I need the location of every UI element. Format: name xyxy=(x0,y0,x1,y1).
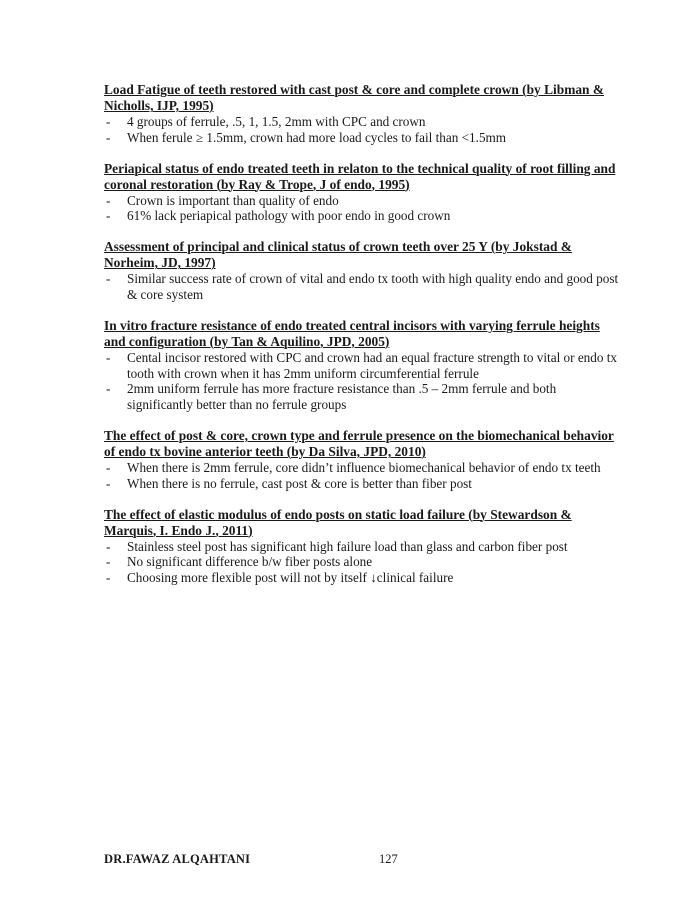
list-item-text: 4 groups of ferrule, .5, 1, 1.5, 2mm with CPC and crown xyxy=(127,114,426,129)
bullet-list xyxy=(104,193,619,225)
bullet-list xyxy=(104,539,619,586)
list-item: - Crown is important than quality of endo xyxy=(106,192,339,208)
list-item: - When ferule ≥ 1.5mm, crown had more load cycles to fail than <1.5mm xyxy=(106,129,507,145)
footer-author: DR.FAWAZ ALQAHTANI xyxy=(104,852,251,866)
section-jokstad-norheim xyxy=(104,239,619,303)
list-item: - 2mm uniform ferrule has more fracture resistance than .5 – 2mm ferrule and both significantly better than no ferrule groups xyxy=(106,381,557,413)
list-item-text: When there is no ferrule, cast post & core is better than fiber post xyxy=(127,475,472,491)
list-item: - 61% lack periapical pathology with poor endo in good crown xyxy=(106,208,451,224)
list-item-text: 2mm uniform ferrule has more fracture resistance than .5 – 2mm ferrule and both significantly better than no ferrule groups xyxy=(127,381,557,413)
list-item: - When there is 2mm ferrule, core didn’t influence biomechanical behavior of endo tx teeth xyxy=(106,459,601,475)
list-item: - Choosing more flexible post will not by itself ↓clinical failure xyxy=(106,570,454,586)
section-title: Assessment of principal and clinical status of crown teeth over 25 Y (by Jokstad & Norheim, JD, 1997) xyxy=(104,239,572,271)
section-tan-aquilino xyxy=(104,318,619,413)
list-item-text: Similar success rate of crown of vital and endo tx tooth with high quality endo and good post & core system xyxy=(127,271,619,302)
list-item-text: When there is 2mm ferrule, core didn’t influence biomechanical behavior of endo tx teeth xyxy=(127,459,601,475)
section-da-silva xyxy=(104,428,619,492)
list-item-text: Choosing more flexible post will not by itself ↓clinical failure xyxy=(127,570,454,586)
section-stewardson-marquis xyxy=(104,507,619,586)
list-item-text: Cental incisor restored with CPC and crown had an equal fracture strength to vital or endo tx tooth with crown when it has 2mm uniform circumferential ferrule xyxy=(127,349,618,381)
list-item-text: Stainless steel post has significant high failure load than glass and carbon fiber post xyxy=(127,538,568,554)
list-item: - Similar success rate of crown of vital and endo tx tooth with high quality endo and good post & core system xyxy=(106,271,619,302)
page-number: 127 xyxy=(379,852,398,866)
bullet-list xyxy=(104,271,619,303)
section-libman-nicholls xyxy=(104,82,619,146)
section-title: The effect of post & core, crown type and ferrule presence on the biomechanical behavior of endo tx bovine anterior teeth (by Da Silva, JPD, 2010) xyxy=(104,427,614,459)
list-item: - When there is no ferrule, cast post & core is better than fiber post xyxy=(106,475,472,491)
list-item-text: Crown is important than quality of endo xyxy=(127,192,339,208)
list-item-text: 61% lack periapical pathology with poor endo in good crown xyxy=(127,208,451,224)
section-title: Load Fatigue of teeth restored with cast post & core and complete crown (by Libman & Nicholls, IJP, 1995) xyxy=(104,82,604,113)
section-title: The effect of elastic modulus of endo posts on static load failure (by Stewardson & Marquis, I. Endo J., 2011) xyxy=(104,506,572,538)
list-item: - 4 groups of ferrule, .5, 1, 1.5, 2mm with CPC and crown xyxy=(106,114,426,129)
page-content xyxy=(104,82,619,601)
list-item-text: No significant difference b/w fiber posts alone xyxy=(127,554,373,570)
section-title: Periapical status of endo treated teeth in relaton to the technical quality of root filling and coronal restoration (by Ray & Trope, J of endo, 1995) xyxy=(104,160,616,192)
list-item: - Stainless steel post has significant high failure load than glass and carbon fiber post xyxy=(106,538,568,554)
bullet-list xyxy=(104,114,619,146)
section-ray-trope xyxy=(104,161,619,225)
list-item: - Cental incisor restored with CPC and crown had an equal fracture strength to vital or endo tx tooth with crown when it has 2mm uniform circumferential ferrule xyxy=(106,349,618,381)
bullet-list xyxy=(104,350,619,413)
list-item: - No significant difference b/w fiber posts alone xyxy=(106,554,373,570)
list-item-text: When ferule ≥ 1.5mm, crown had more load cycles to fail than <1.5mm xyxy=(127,129,507,145)
bullet-list xyxy=(104,460,619,492)
section-title: In vitro fracture resistance of endo treated central incisors with varying ferrule heights and configuration (by Tan & Aquilino, JPD, 2005) xyxy=(104,317,600,349)
